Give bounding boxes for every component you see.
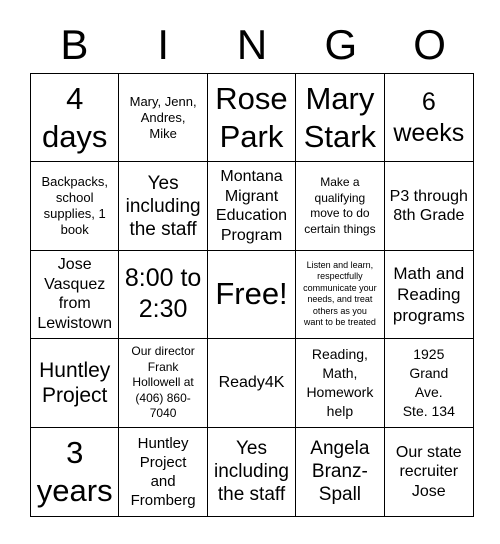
bingo-cell[interactable]: Make a qualifying move to do certain things	[296, 162, 384, 250]
bingo-cell[interactable]: Reading, Math, Homework help	[296, 339, 384, 427]
bingo-cell[interactable]: Yes including the staff	[208, 428, 296, 516]
header-letter-g: G	[324, 21, 358, 68]
bingo-cell[interactable]: Jose Vasquez from Lewistown	[31, 251, 119, 339]
bingo-cell[interactable]: Yes including the staff	[119, 162, 207, 250]
bingo-cell[interactable]: 4 days	[31, 74, 119, 162]
bingo-cell[interactable]: Our state recruiter Jose	[395, 443, 462, 500]
header-letter-o: O	[413, 21, 446, 68]
bingo-cell[interactable]: Mary Stark	[296, 74, 384, 162]
bingo-cell[interactable]: Montana Migrant Education Program	[208, 162, 296, 250]
header-letter-b: B	[60, 21, 89, 68]
bingo-cell[interactable]: Free!	[208, 251, 296, 339]
bingo-cell[interactable]: Ready4K	[208, 339, 296, 427]
bingo-cell[interactable]: 3 years	[31, 428, 119, 516]
bingo-cell[interactable]: 8:00 to 2:30	[119, 251, 207, 339]
bingo-cell[interactable]: Huntley Project and Fromberg	[119, 428, 207, 516]
bingo-cell[interactable]: Listen and learn, respectfully communicate your needs, and treat others as you want to be treated	[296, 251, 384, 339]
bingo-cell[interactable]: Mary, Jenn, Andres, Mike	[119, 74, 207, 162]
bingo-cell[interactable]: Angela Branz-Spall	[296, 428, 384, 516]
bingo-cell[interactable]: Rose Park	[208, 74, 296, 162]
header-letter-n: N	[236, 21, 268, 68]
bingo-cell[interactable]: Huntley Project	[31, 339, 119, 427]
bingo-header	[30, 18, 474, 72]
bingo-cell[interactable]: Our director Frank Hollowell at (406) 860-7040	[119, 339, 207, 427]
header-letter-i: I	[157, 21, 170, 68]
bingo-cell[interactable]: 6 weeks	[385, 74, 473, 162]
bingo-cell[interactable]: Backpacks, school supplies, 1 book	[31, 162, 119, 250]
bingo-cell[interactable]: 1925 Grand Ave. Ste. 134	[385, 339, 473, 427]
bingo-cell[interactable]: P3 through 8th Grade	[385, 162, 473, 250]
bingo-cell[interactable]: Math and Reading programs	[385, 251, 473, 339]
bingo-grid	[30, 73, 474, 517]
